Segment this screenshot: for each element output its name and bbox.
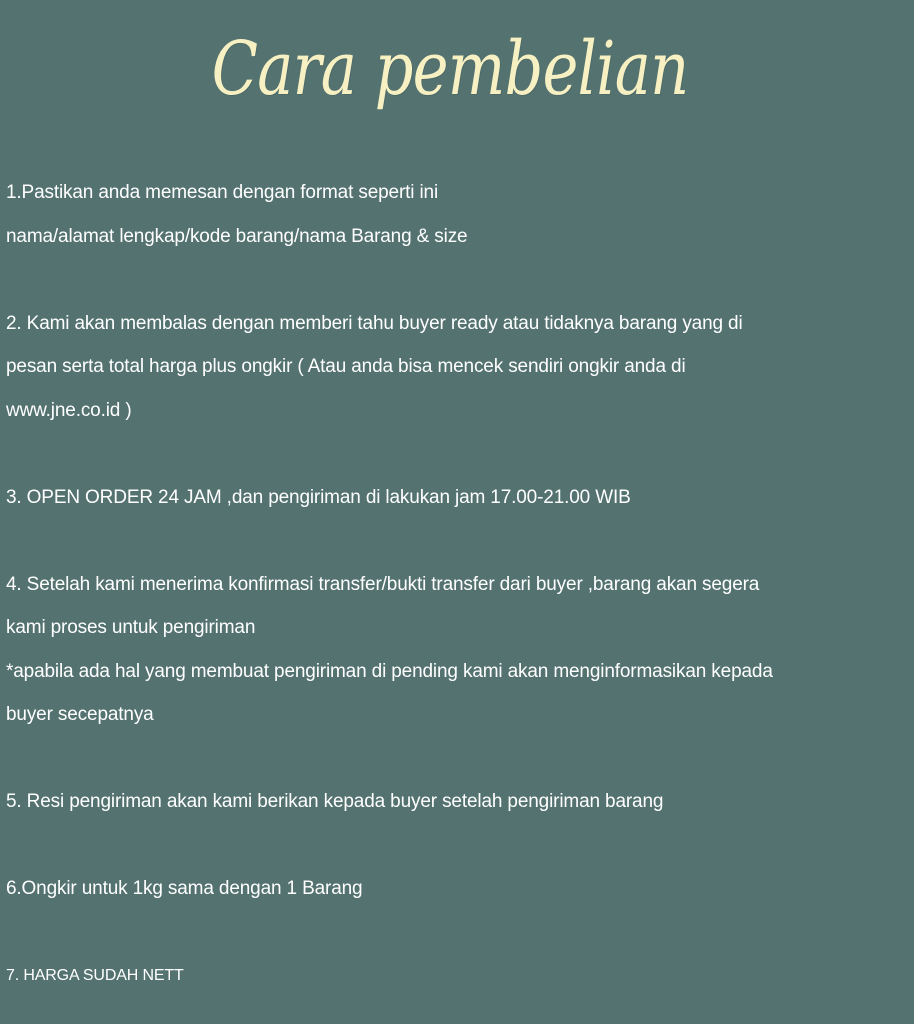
instruction-6-line: 6.Ongkir untuk 1kg sama dengan 1 Barang xyxy=(6,878,363,899)
instructions-list xyxy=(6,171,906,998)
instruction-7-line: 7. HARGA SUDAH NETT xyxy=(6,967,184,984)
section-spacer xyxy=(6,258,906,302)
instruction-4-note-line-1: *apabila ada hal yang membuat pengiriman di pending kami akan menginformasikan kepada xyxy=(6,660,773,682)
section-spacer xyxy=(6,432,906,476)
instruction-2-line-2: pesan serta total harga plus ongkir ( Atau anda bisa mencek sendiri ongkir anda di xyxy=(6,356,686,377)
instruction-1-line-2: nama/alamat lengkap/kode barang/nama Barang & size xyxy=(6,225,468,247)
instruction-5-line: 5. Resi pengiriman akan kami berikan kepada buyer setelah pengiriman barang xyxy=(6,791,664,812)
page-title: Cara pembelian xyxy=(211,26,689,112)
instruction-1-line-1: 1.Pastikan anda memesan dengan format seperti ini xyxy=(6,182,439,203)
section-spacer xyxy=(6,737,906,781)
instruction-4-line-2: kami proses untuk pengiriman xyxy=(6,617,256,638)
instruction-2-line-3: www.jne.co.id ) xyxy=(6,399,132,421)
section-spacer xyxy=(6,824,906,868)
instruction-4-line-1: 4. Setelah kami menerima konfirmasi transfer/bukti transfer dari buyer ,barang akan segera xyxy=(6,573,760,595)
instruction-2-line-1: 2. Kami akan membalas dengan memberi tahu buyer ready atau tidaknya barang yang di xyxy=(6,312,743,334)
instruction-3-line: 3. OPEN ORDER 24 JAM ,dan pengiriman di lakukan jam 17.00-21.00 WIB xyxy=(6,486,631,508)
section-spacer xyxy=(6,519,906,563)
instruction-4-note-line-2: buyer secepatnya xyxy=(6,704,154,725)
section-spacer xyxy=(6,911,906,955)
